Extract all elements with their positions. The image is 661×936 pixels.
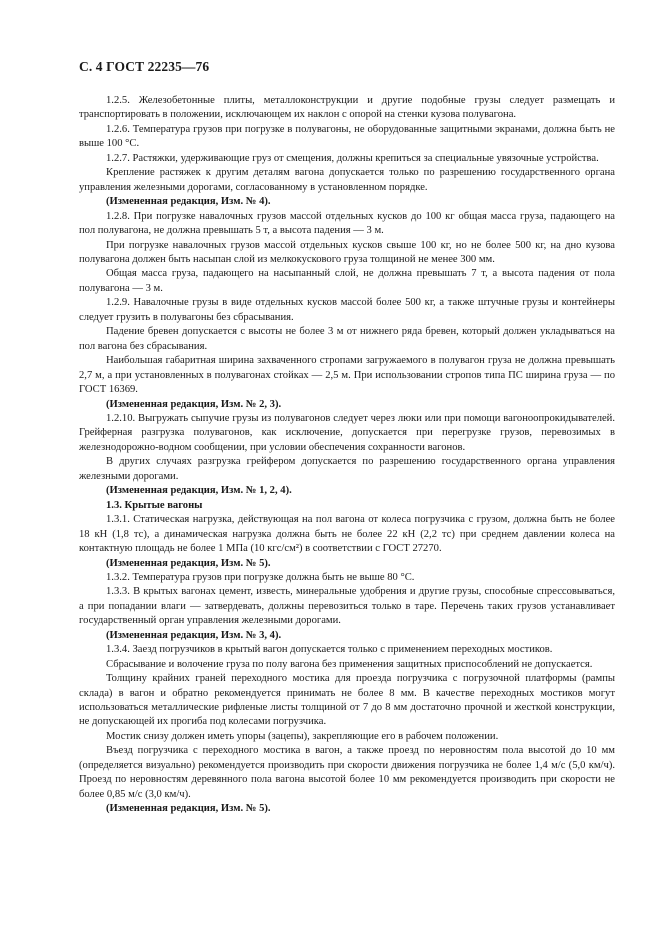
amendment-note: (Измененная редакция, Изм. № 3, 4).: [106, 629, 282, 641]
amendment-note: (Измененная редакция, Изм. № 2, 3).: [106, 398, 282, 410]
page-header: С. 4 ГОСТ 22235—76: [79, 59, 210, 74]
section-heading: 1.3. Крытые вагоны: [106, 499, 203, 511]
paragraph: Падение бревен допускается с высоты не более 3 м от нижнего ряда бревен, который должен укладываться на пол вагона без сбрасывания.: [79, 326, 615, 352]
paragraph: 1.3.2. Температура грузов при погрузке должна быть не выше 80 °С.: [106, 571, 415, 583]
document-body: [79, 94, 615, 817]
paragraph: В других случаях разгрузка грейфером допускается по разрешению государственного органа управления железными дорогами.: [79, 456, 615, 482]
paragraph: Толщину крайних граней переходного мостика для проезда погрузчика с погрузочной платформы (рампы склада) в вагон и обратно рекомендуется принимать не более 8 мм. В качестве переходных мостиков могут использоваться металлические рифленые листы толщиной от 7 до 8 мм достаточно прочной и жесткой конструкции, не допускающей их прогиба под колесами погрузчика.: [79, 673, 615, 728]
paragraph: Въезд погрузчика с переходного мостика в вагон, а также проезд по неровностям пола высотой до 10 мм (определяется визуально) рекомендуется производить при скорости движения погрузчика не более 1,4 м/с (5,0 км/ч). Проезд по неровностям деревянного пола вагона высотой более 10 мм рекомендуется производить при скорости не более 0,85 м/с (3,0 км/ч).: [79, 745, 615, 800]
paragraph: Мостик снизу должен иметь упоры (зацепы), закрепляющие его в рабочем положении.: [106, 730, 499, 742]
amendment-note: (Измененная редакция, Изм. № 5).: [106, 803, 271, 815]
paragraph: 1.2.7. Растяжки, удерживающие груз от смещения, должны крепиться за специальные увязочные устройства.: [106, 152, 599, 164]
amendment-note: (Измененная редакция, Изм. № 1, 2, 4).: [106, 485, 292, 497]
paragraph: Общая масса груза, падающего на насыпанный слой, не должна превышать 7 т, а высота падения от пола полувагона — 3 м.: [79, 268, 615, 294]
paragraph: 1.2.9. Навалочные грузы в виде отдельных кусков массой более 500 кг, а также штучные грузы и контейнеры следует грузить в полувагоны без сбрасывания.: [79, 297, 615, 323]
paragraph: Крепление растяжек к другим деталям вагона допускается только по разрешению государственного органа управления железными дорогами, согласованному в установленном порядке.: [79, 167, 615, 193]
paragraph: 1.2.6. Температура грузов при погрузке в полувагоны, не оборудованные защитными экранами, должна быть не выше 100 °С.: [79, 123, 615, 150]
paragraph: 1.2.8. При погрузке навалочных грузов массой отдельных кусков до 100 кг общая масса груза, падающего на пол полувагона, не должна превышать 5 т, а высота падения — 3 м.: [79, 210, 615, 237]
paragraph: 1.3.4. Заезд погрузчиков в крытый вагон допускается только с применением переходных мостиков.: [106, 644, 553, 656]
paragraph: 1.2.5. Железобетонные плиты, металлоконструкции и другие подобные грузы следует размещать и транспортировать в положении, исключающем их наклон с опорой на стенки кузова полувагона.: [79, 95, 615, 121]
paragraph: 1.3.3. В крытых вагонах цемент, известь, минеральные удобрения и другие грузы, способные спрессовываться, а при попадании влаги — затвердевать, должны перевозиться только в таре. Перечень таких грузов устанавливает государственный орган управления железными дорогами.: [79, 586, 615, 627]
paragraph: Сбрасывание и волочение груза по полу вагона без применения защитных приспособлений не допускается.: [106, 658, 593, 670]
paragraph: Наибольшая габаритная ширина захваченного стропами загружаемого в полувагон груза не должна превышать 2,7 м, а при установленных в полувагонах стойках — 2,5 м. При использовании стропов типа ПС ширина груза — по ГОСТ 16369.: [79, 355, 615, 396]
paragraph: 1.2.10. Выгружать сыпучие грузы из полувагонов следует через люки или при помощи вагоноопрокидывателей. Грейферная разгрузка полувагонов, как исключение, допускается при перегрузке грузов, перевозимых в железнодорожно-водном сообщении, при условии обеспечения сохранности вагонов.: [79, 412, 615, 453]
amendment-note: (Измененная редакция, Изм. № 4).: [106, 196, 271, 208]
paragraph: 1.3.1. Статическая нагрузка, действующая на пол вагона от колеса погрузчика с грузом, должна быть не более 18 кН (1,8 тс), а динамическая нагрузка должна быть не более 22 кН (2,2 тс) при среднем давлении колеса на контактную площадь не более 1 МПа (10 кгс/см²) в соответствии с ГОСТ 27270.: [79, 514, 615, 555]
paragraph: При погрузке навалочных грузов массой отдельных кусков свыше 100 кг, но не более 500 кг, на дно кузова полувагона должен быть насыпан слой из мелкокускового груза толщиной не менее 300 мм.: [79, 239, 615, 265]
amendment-note: (Измененная редакция, Изм. № 5).: [106, 557, 271, 569]
